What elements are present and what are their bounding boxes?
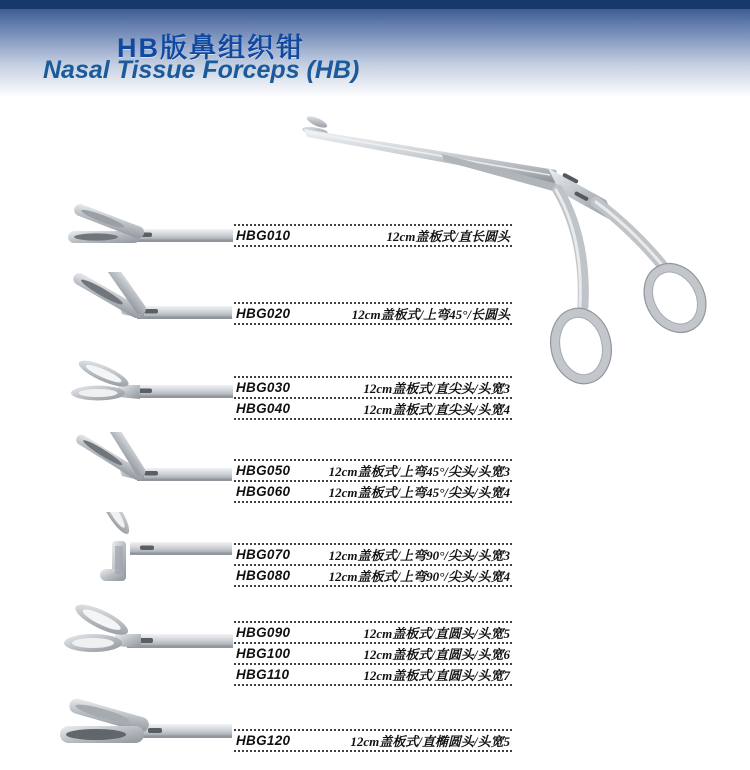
tip-photo-hbg070-up90-sharp: [52, 512, 232, 587]
product-description: 12cm盖板式/上弯90°/尖头/头宽3: [328, 548, 510, 563]
product-description: 12cm盖板式/直尖头/头宽3: [363, 381, 510, 396]
product-code: HBG090: [236, 625, 291, 640]
product-group-hbg030-040: [234, 376, 512, 420]
product-description: 12cm盖板式/直圆头/头宽6: [363, 647, 510, 662]
product-row: [234, 731, 512, 752]
product-code: HBG020: [236, 306, 291, 321]
product-group-hbg050-060: [234, 459, 512, 503]
product-description: 12cm盖板式/直圆头/头宽7: [363, 668, 510, 683]
product-row: [234, 623, 512, 644]
product-row: [234, 378, 512, 399]
product-code: HBG080: [236, 568, 291, 583]
page-title-english: Nasal Tissue Forceps (HB): [43, 56, 360, 84]
product-code: HBG100: [236, 646, 291, 661]
product-code: HBG110: [236, 667, 290, 682]
tip-photo-hbg050-up45-sharp: [52, 432, 232, 502]
tip-photo-hbg010-straight-long-round: [58, 196, 233, 264]
product-row: [234, 665, 512, 686]
product-description: 12cm盖板式/上弯90°/尖头/头宽4: [328, 569, 510, 584]
product-description: 12cm盖板式/直尖头/头宽4: [363, 402, 510, 417]
product-code: HBG030: [236, 380, 291, 395]
product-code: HBG040: [236, 401, 291, 416]
header-top-bar: [0, 0, 750, 9]
product-description: 12cm盖板式/直圆头/头宽5: [363, 626, 510, 641]
finger-ring-lower: [544, 303, 618, 390]
product-group-hbg010: [234, 224, 512, 247]
nasal-forceps-full-photo: [292, 102, 722, 402]
product-code: HBG050: [236, 463, 291, 478]
product-group-hbg020: [234, 302, 512, 325]
product-row: [234, 399, 512, 420]
product-code: HBG010: [236, 228, 291, 243]
product-code: HBG070: [236, 547, 291, 562]
product-row: [234, 566, 512, 587]
tip-photo-hbg090-straight-round: [55, 598, 233, 676]
product-description: 12cm盖板式/直长圆头: [386, 229, 510, 244]
product-code: HBG120: [236, 733, 291, 748]
page-title-chinese: HB版鼻组织钳: [117, 33, 305, 63]
product-row: [234, 226, 512, 247]
product-group-hbg090-110: [234, 621, 512, 686]
product-row: [234, 304, 512, 325]
product-description: 12cm盖板式/上弯45°/长圆头: [351, 307, 510, 322]
product-description: 12cm盖板式/上弯45°/尖头/头宽3: [328, 464, 510, 479]
product-group-hbg070-080: [234, 543, 512, 587]
tip-photo-hbg120-straight-oval: [52, 688, 232, 768]
product-row: [234, 644, 512, 665]
product-group-hbg120: [234, 729, 512, 752]
finger-ring-upper: [632, 252, 718, 343]
product-row: [234, 461, 512, 482]
product-description: 12cm盖板式/直椭圆头/头宽5: [350, 734, 510, 749]
tip-photo-hbg020-up45-long-round: [52, 272, 232, 342]
tip-photo-hbg030-straight-sharp: [58, 352, 233, 420]
product-row: [234, 545, 512, 566]
product-row: [234, 482, 512, 503]
product-description: 12cm盖板式/上弯45°/尖头/头宽4: [328, 485, 510, 500]
product-code: HBG060: [236, 484, 291, 499]
